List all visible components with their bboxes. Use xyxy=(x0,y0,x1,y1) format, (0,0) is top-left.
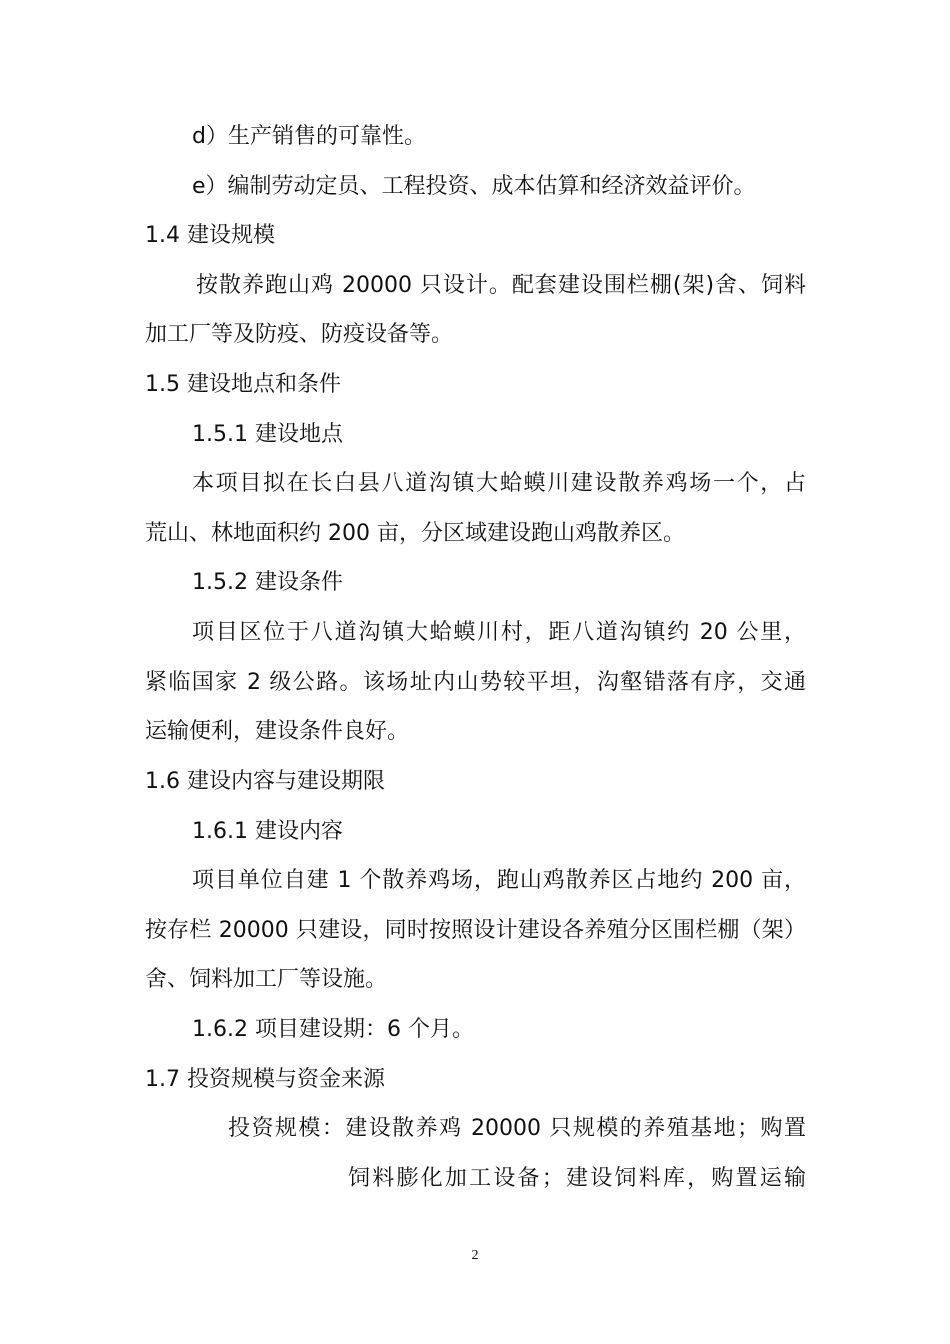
paragraph-line: 本项目拟在长白县八道沟镇大蛤蟆川建设散养鸡场一个，占 xyxy=(192,471,806,496)
paragraph-line: 投资规模：建设散养鸡 20000 只规模的养殖基地；购置 xyxy=(228,1116,806,1141)
paragraph-line: 舍、饲料加工厂等设施。 xyxy=(145,967,388,992)
paragraph-line: 运输便利，建设条件良好。 xyxy=(145,719,410,744)
section-heading-1-6: 1.6 建设内容与建设期限 xyxy=(145,769,385,794)
paragraph-line: 按存栏 20000 只建设，同时按照设计建设各养殖分区围栏棚（架） xyxy=(145,918,806,943)
subsection-heading-1-6-2: 1.6.2 项目建设期：6 个月。 xyxy=(192,1017,474,1042)
subsection-heading-1-6-1: 1.6.1 建设内容 xyxy=(192,819,343,844)
subsection-heading-1-5-1: 1.5.1 建设地点 xyxy=(192,422,343,447)
section-heading-1-4: 1.4 建设规模 xyxy=(145,223,275,248)
page-number: 2 xyxy=(471,1248,479,1263)
paragraph-line: 加工厂等及防疫、防疫设备等。 xyxy=(145,322,454,347)
paragraph-line: 荒山、林地面积约 200 亩，分区域建设跑山鸡散养区。 xyxy=(145,521,685,546)
paragraph-line: 紧临国家 2 级公路。该场址内山势较平坦，沟壑错落有序，交通 xyxy=(145,670,806,695)
paragraph-line: 项目区位于八道沟镇大蛤蟆川村，距八道沟镇约 20 公里， xyxy=(192,620,806,645)
paragraph-line: 项目单位自建 1 个散养鸡场，跑山鸡散养区占地约 200 亩， xyxy=(192,868,806,893)
paragraph-line: 饲料膨化加工设备；建设饲料库，购置运输 xyxy=(348,1166,806,1191)
paragraph-line: 按散养跑山鸡 20000 只设计。配套建设围栏棚(架)舍、饲料 xyxy=(196,273,806,298)
section-heading-1-7: 1.7 投资规模与资金来源 xyxy=(145,1067,385,1092)
list-item-d: d）生产销售的可靠性。 xyxy=(192,124,426,149)
section-heading-1-5: 1.5 建设地点和条件 xyxy=(145,372,341,397)
list-item-e: e）编制劳动定员、工程投资、成本估算和经济效益评价。 xyxy=(192,174,756,199)
subsection-heading-1-5-2: 1.5.2 建设条件 xyxy=(192,570,343,595)
